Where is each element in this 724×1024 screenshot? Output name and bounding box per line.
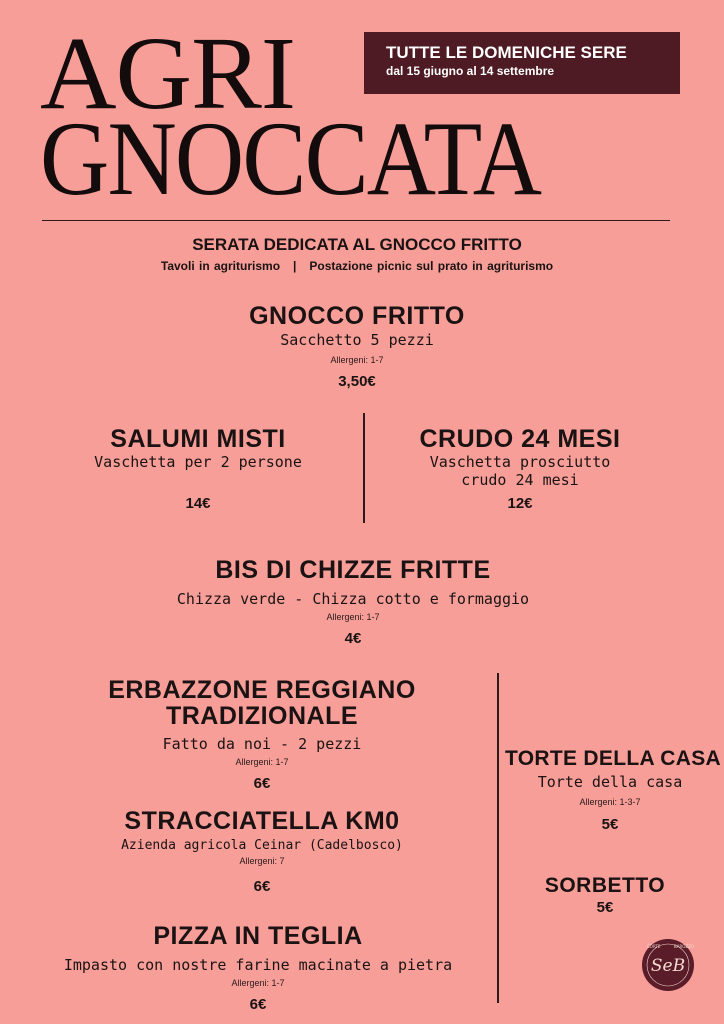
logo-ring-left: CORTE [647,944,661,949]
vertical-divider-top [363,413,365,523]
item-description: Torte della casa [537,773,683,791]
logo-ring-right: BAROZZO [674,944,695,949]
horizontal-divider [42,220,670,221]
vertical-divider-bottom [497,673,499,1003]
item-description: Chizza verde - Chizza cotto e formaggio [176,590,530,608]
intro-headline: SERATA DEDICATA AL GNOCCO FRITTO [192,235,522,254]
item-allergens: Allergeni: 1-3-7 [579,797,641,807]
item-price: 6€ [253,775,271,792]
item-name-line-2: TRADIZIONALE [165,702,359,730]
item-allergens: Allergeni: 1-7 [231,978,285,988]
item-name: TORTE DELLA CASA [505,747,721,770]
dates-banner [364,32,680,94]
item-price: 5€ [596,899,614,916]
item-description-line-1: Vaschetta prosciutto [429,453,611,471]
item-price: 14€ [185,495,211,512]
banner-line-1: TUTTE LE DOMENICHE SERE [386,43,627,62]
item-price: 12€ [507,495,533,512]
item-name: PIZZA IN TEGLIA [153,922,363,950]
item-name: SORBETTO [544,874,666,897]
item-description: Azienda agricola Ceinar (Cadelbosco) [121,838,403,853]
item-description: Sacchetto 5 pezzi [280,331,434,349]
item-name: CRUDO 24 MESI [419,425,621,453]
item-allergens: Allergeni: 1-7 [326,612,380,622]
item-name: SALUMI MISTI [110,425,286,453]
farm-logo-icon [641,938,695,992]
item-price: 5€ [601,816,619,833]
item-name: GNOCCO FRITTO [249,302,465,330]
item-name: STRACCIATELLA KM0 [124,807,400,835]
item-allergens: Allergeni: 7 [239,856,285,866]
title-line-2: GNOCCATA [40,100,541,217]
item-allergens: Allergeni: 1-7 [330,355,384,365]
title-line-1: AGRI [40,16,296,131]
item-description: Vaschetta per 2 persone [94,453,302,471]
item-allergens: Allergeni: 1-7 [235,757,289,767]
item-description: Impasto con nostre farine macinate a pietra [63,956,453,974]
item-description: Fatto da noi - 2 pezzi [162,735,362,753]
banner-line-2: dal 15 giugno al 14 settembre [386,64,555,78]
logo-monogram: SeB [650,956,686,976]
item-name-line-1: ERBAZZONE REGGIANO [108,676,416,704]
item-name: BIS DI CHIZZE FRITTE [215,556,491,584]
item-price: 3,50€ [338,373,376,390]
item-price: 6€ [253,878,271,895]
item-description-line-2: crudo 24 mesi [461,471,579,489]
item-price: 4€ [344,630,362,647]
item-price: 6€ [249,996,267,1013]
intro-subline: Tavoli in agriturismo | Postazione picnic sul prato in agriturismo [160,259,554,273]
